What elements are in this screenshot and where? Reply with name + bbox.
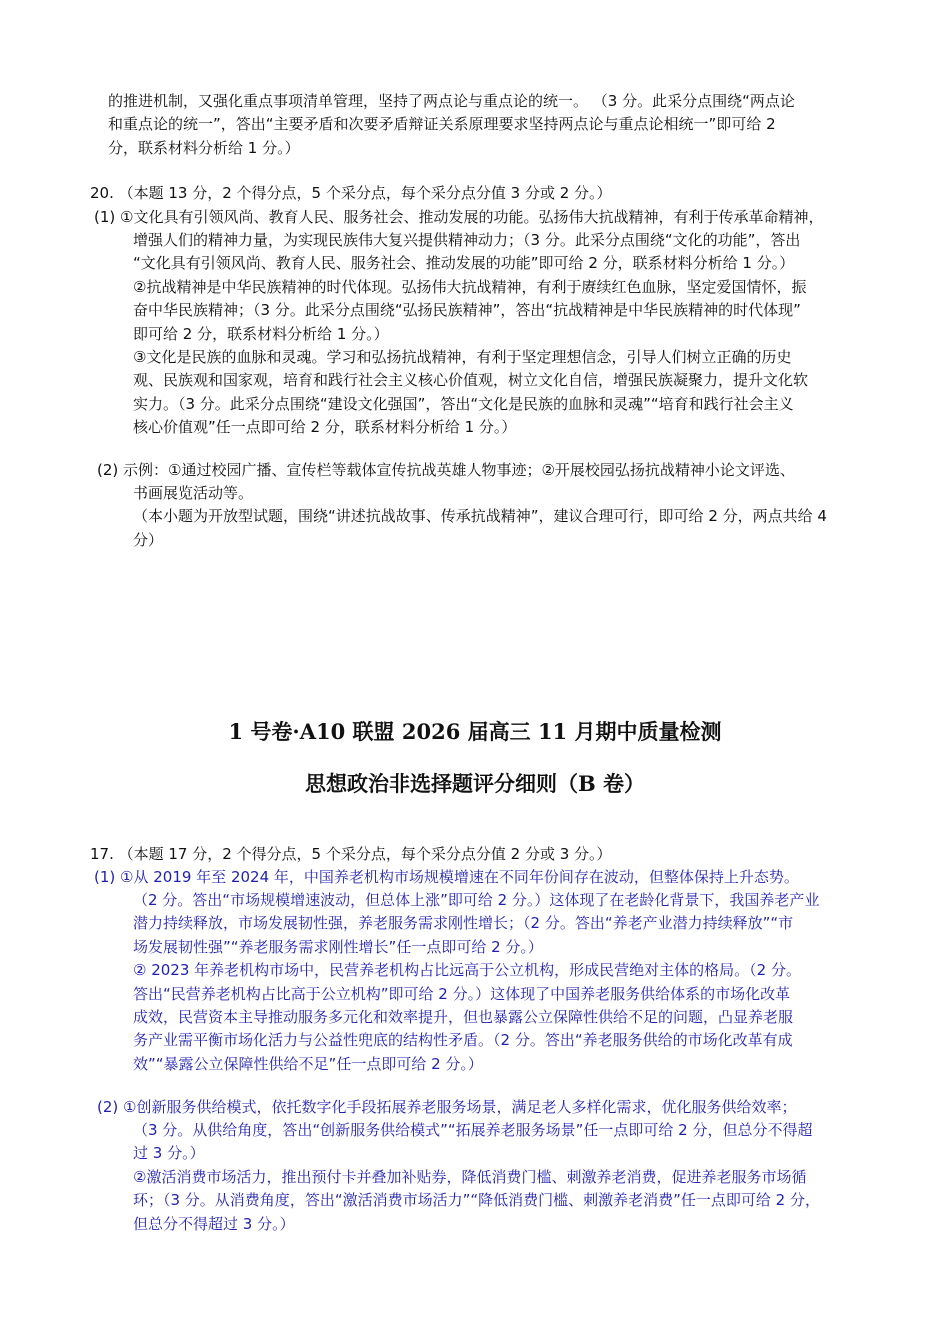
text-line: “文化具有引领风尚、教育人民、服务社会、推动发展的功能”即可给 2 分，联系材料分析给 1 分。） (133, 254, 795, 273)
text-line: ③文化是民族的血脉和灵魂。学习和弘扬抗战精神，有利于坚定理想信念，引导人们树立正确的历史 (133, 348, 792, 367)
q20-part1 (94, 206, 823, 229)
text-line: 奋中华民族精神；（3 分。此采分点围绕“弘扬民族精神”，答出“抗战精神是中华民族精神的时代体现” (133, 301, 801, 320)
text-line: ② 2023 年养老机构市场中，民营养老机构占比远高于公立机构，形成民营绝对主体的格局。（2 分。 (133, 961, 801, 980)
text-line: (1) ①文化具有引领风尚、教育人民、服务社会、推动发展的功能。弘扬伟大抗战精神，有利于传承革命精神， (94, 208, 824, 226)
text-line: ②激活消费市场活力，推出预付卡并叠加补贴券，降低消费门槛、刺激养老消费，促进养老服务市场循 (133, 1167, 807, 1186)
q20-part1-cont (133, 229, 808, 440)
text-line: （3 分。从供给角度，答出“创新服务供给模式”“拓展养老服务场景”任一点即可给 2 分，但总分不得超 (133, 1121, 813, 1139)
text-line: 分，联系材料分析给 1 分。） (108, 138, 300, 157)
exam-subtitle: 思想政治非选择题评分细则（B 卷） (304, 771, 646, 796)
text-line: 的推进机制，又强化重点事项清单管理，坚持了两点论与重点论的统一。 （3 分。此采分点围绕“两点论 (108, 92, 795, 110)
text-line: （2 分。答出“市场规模增速波动，但总体上涨”即可给 2 分。）这体现了在老龄化背景下，我国养老产业 (133, 891, 820, 909)
q17-part2-cont (133, 1119, 820, 1236)
q17-part2 (97, 1096, 796, 1119)
continuation-paragraph (108, 90, 795, 160)
text-line: 观、民族观和国家观，培育和践行社会主义核心价值观，树立文化自信，增强民族凝聚力，提升文化软 (133, 371, 809, 390)
text-line: 潜力持续释放，市场发展韧性强，养老服务需求刚性增长；（2 分。答出“养老产业潜力持续释放”“市 (133, 914, 794, 933)
q20-header (90, 182, 612, 205)
text-line: 书画展览活动等。 (133, 484, 254, 502)
text-line: （本小题为开放型试题，围绕“讲述抗战故事、传承抗战精神”，建议合理可行，即可给 2 分，两点共给 4 (133, 507, 827, 526)
q17-part1-cont (133, 889, 819, 1076)
text-line: 即可给 2 分，联系材料分析给 1 分。） (133, 324, 389, 343)
q17-header (90, 843, 612, 866)
text-line: 效”“暴露公立保障性供给不足”任一点即可给 2 分。） (133, 1054, 483, 1073)
question-header-text: 20. （本题 13 分，2 个得分点，5 个采分点，每个采分点分值 3 分或 2 分。） (90, 184, 612, 202)
q17-part1 (94, 866, 799, 889)
question-header-text: 17. （本题 17 分，2 个得分点，5 个采分点，每个采分点分值 2 分或 3 分。） (90, 845, 612, 863)
text-line: 环；（3 分。从消费角度，答出“激活消费市场活力”“降低消费门槛、刺激养老消费”任一点即可给 2 分， (133, 1191, 820, 1210)
text-line: 答出“民营养老机构占比高于公立机构”即可给 2 分。）这体现了中国养老服务供给体系的市场化改革 (133, 984, 791, 1003)
q20-part2 (97, 459, 795, 482)
text-line: (2) ①创新服务供给模式，依托数字化手段拓展养老服务场景，满足老人多样化需求，优化服务供给效率； (97, 1098, 797, 1116)
text-line: 实力。（3 分。此采分点围绕“建设文化强国”，答出“文化是民族的血脉和灵魂”“培育和践行社会主义 (133, 394, 794, 413)
text-line: 但总分不得超过 3 分。） (133, 1214, 295, 1233)
text-line: 场发展韧性强”“养老服务需求刚性增长”任一点即可给 2 分。） (133, 937, 543, 956)
text-line: 增强人们的精神力量，为实现民族伟大复兴提供精神动力；（3 分。此采分点围绕“文化的功能”，答出 (133, 231, 801, 249)
exam-title: 1 号卷·A10 联盟 2026 届高三 11 月期中质量检测 (228, 719, 722, 744)
text-line: (2) 示例：①通过校园广播、宣传栏等载体宣传抗战英雄人物事迹；②开展校园弘扬抗战精神小论文评选、 (97, 461, 795, 479)
text-line: 成效，民营资本主导推动服务多元化和效率提升，但也暴露公立保障性供给不足的问题，凸显养老服 (133, 1008, 794, 1027)
text-line: 核心价值观”任一点即可给 2 分，联系材料分析给 1 分。） (133, 418, 517, 437)
text-line: (1) ①从 2019 年至 2024 年，中国养老机构市场规模增速在不同年份间存在波动，但整体保持上升态势。 (94, 868, 799, 886)
text-line: 过 3 分。） (133, 1144, 205, 1163)
text-line: 分） (133, 530, 164, 549)
text-line: ②抗战精神是中华民族精神的时代体现。弘扬伟大抗战精神，有利于赓续红色血脉，坚定爱国情怀，振 (133, 277, 807, 296)
text-line: 务产业需平衡市场化活力与公益性兜底的结构性矛盾。（2 分。答出“养老服务供给的市场化改革有成 (133, 1031, 793, 1050)
q20-part2-cont (133, 482, 827, 552)
text-line: 和重点论的统一”，答出“主要矛盾和次要矛盾辩证关系原理要求坚持两点论与重点论相统一”即可给 2 (108, 115, 776, 134)
